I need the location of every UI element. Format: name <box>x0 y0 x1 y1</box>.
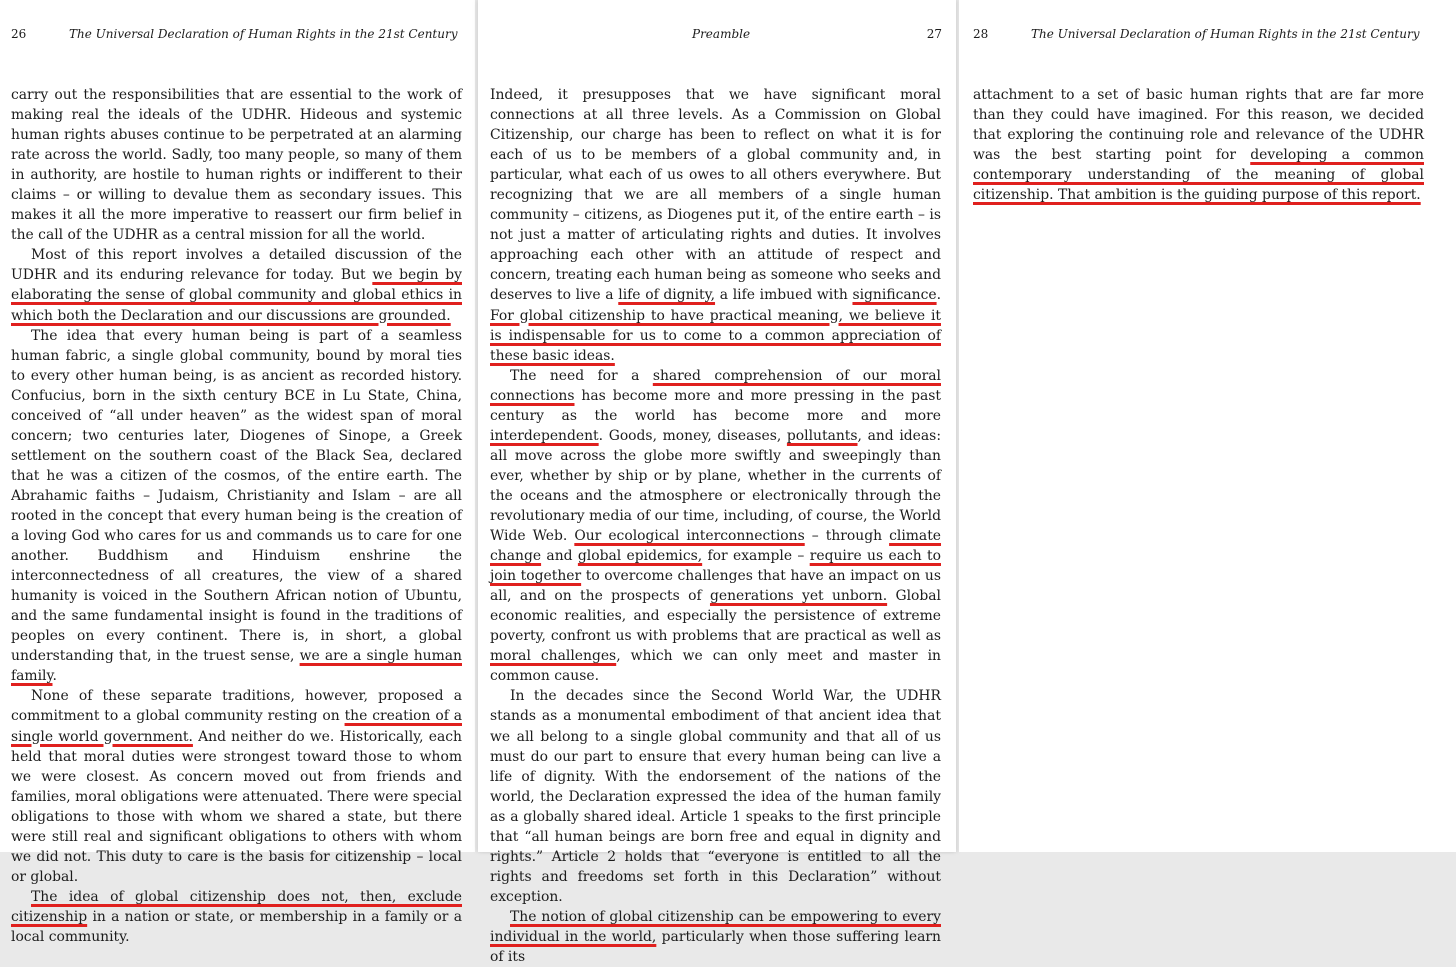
text-run: Most of this report involves a detailed discussion of the UDHR and its enduring relevance for today. But <box>11 247 462 284</box>
text-run: Global economic realities, and especially the persistence of extreme poverty, confront us with problems that are practical as well as <box>490 588 941 645</box>
paragraph <box>11 887 462 947</box>
highlighted-text: shared comprehension of our moral connections <box>490 367 941 404</box>
left-page <box>0 0 475 945</box>
highlighted-text: generations yet unborn. <box>709 588 888 605</box>
text-run: . Goods, money, diseases, <box>598 427 787 444</box>
text-run: has become more and more pressing in the past century as the world has become more and more <box>490 387 941 424</box>
text-run: In the decades since the Second World War, the UDHR stands as a monumental embodiment of that ancient idea that we all belong to a single global community and that all of us must do our part to ensure that every human being can live a life of dignity. With the endorsement of the nations of the world, the Declaration expressed the idea of the human family as a globally shared ideal. Article 1 speaks to the first principle that “all human beings are born free and equal in dignity and rights.” Article 2 holds that “everyone is entitled to all the rights and freedoms set forth in this Declaration” without exception. <box>490 688 941 905</box>
highlighted-text: significance <box>852 287 937 304</box>
paragraph <box>11 245 462 325</box>
text-run: to overcome challenges that have an impact on us all, and on the prospects of <box>490 568 941 605</box>
highlighted-text: interdependent <box>490 427 599 444</box>
highlighted-text: global epidemics, <box>577 548 703 565</box>
running-head: Preamble <box>692 27 751 41</box>
paragraph <box>490 366 941 687</box>
text-run: . <box>936 287 942 304</box>
page-body <box>973 85 1424 205</box>
text-run: a life imbued with <box>715 287 853 304</box>
text-run: for example – <box>702 548 810 565</box>
paragraph <box>973 85 1424 205</box>
text-run: None of these separate traditions, however, proposed a commitment to a global community resting on <box>11 688 462 725</box>
paragraph <box>490 907 941 967</box>
paragraph <box>11 686 462 886</box>
text-run: . <box>52 668 57 685</box>
paragraph <box>11 326 462 687</box>
text-run: in a nation or state, or membership in a family or a local community. <box>11 908 462 945</box>
text-run: carry out the responsibilities that are essential to the work of making real the ideals of the UDHR. Hideous and systemic human rights abuses continue to be perpetrated at an alarming rate across the world. Sadly, too many people, so many of them in authority, are hostile to human rights or indifferent to their claims – or willing to devalue them as secondary issues. This makes it all the more imperative to reassert our firm belief in the call of the UDHR as a central mission for all the world. <box>11 87 462 244</box>
text-run: Indeed, it presupposes that we have significant moral connections at all three levels. As a Commission on Global Citizenship, our charge has been to reflect on what it is for each of us to be members of a global community and, in particular, what each of us owes to all others everywhere. But recognizing that we are all members of a single human community – citizens, as Diogenes put it, of the entire earth – is not just a matter of articulating rights and duties. It involves approaching each other with an attitude of respect and concern, treating each human being as someone who seeks and deserves to live a <box>490 87 941 304</box>
paragraph <box>11 85 462 245</box>
page-number: 26 <box>11 27 27 41</box>
page-body <box>11 85 462 947</box>
text-run: and <box>541 548 578 565</box>
text-run: And neither do we. Historically, each held that moral duties were strongest toward those to whom we were closest. As concern moved out from friends and families, moral obligations were attenuated. There were special obligations to those with whom we shared a state, but there were still real and significant obligations to others with whom we did not. This duty to care is the basis for citizenship – local or global. <box>11 728 462 885</box>
page-header <box>973 27 1433 43</box>
middle-page <box>478 0 956 966</box>
page-body <box>490 85 941 967</box>
text-run: The idea that every human being is part of a seamless human fabric, a single global community, bound by moral ties to every other human being, is as ancient as recorded history. Confucius, born in the sixth century BCE in Lu State, China, conceived of “all under heaven” as the widest span of moral concern; two centuries later, Diogenes of Sinope, a Greek settlement on the southern coast of the Black Sea, declared that he was a citizen of the cosmos, of the entire earth. The Abrahamic faiths – Judaism, Christianity and Islam – are all rooted in the concept that every human being is the creation of a loving God who cares for us and commands us to care for one another. Buddhism and Hinduism enshrine the interconnectedness of all creatures, the view of a shared humanity is voiced in the Southern African notion of Ubuntu, and the same fundamental insight is found in the traditions of peoples on every continent. There is, in short, a global understanding that, in the truest sense, <box>11 327 462 665</box>
highlighted-text: require us each to join together <box>490 548 941 585</box>
highlighted-text: climate change <box>490 528 942 565</box>
text-run: – through <box>804 528 890 545</box>
text-run: , and ideas: all move across the globe more swiftly and sweepingly than ever, whether by ship or by plane, whether in the currents of the oceans and the atmosphere or electronically through the revolutionary media of our time, including, of course, the World Wide Web. <box>490 427 941 545</box>
highlighted-text: For global citizenship to have practical meaning, we believe it is indispensable for us to come to a common appreciation of these basic ideas. <box>490 307 941 364</box>
text-run: attachment to a set of basic human rights that are far more than they could have imagined. For this reason, we decided that exploring the continuing role and relevance of the UDHR was the best starting point for <box>973 87 1424 164</box>
text-run: The need for a <box>510 367 653 384</box>
highlighted-text: life of dignity, <box>618 287 716 304</box>
page-number: 27 <box>926 27 942 41</box>
highlighted-text: we begin by elaborating the sense of global community and global ethics in which both the Declaration and our discussions are grounded. <box>11 267 462 324</box>
text-run: , which we can only meet and master in common cause. <box>490 648 942 685</box>
highlighted-text: the creation of a single world government. <box>11 708 462 745</box>
highlighted-text: developing a common contemporary understanding of the meaning of global citizenship. That ambition is the guiding purpose of this report. <box>973 147 1424 204</box>
right-page <box>959 0 1456 852</box>
running-head: The Universal Declaration of Human Rights in the 21st Century <box>1031 27 1420 41</box>
page-number: 28 <box>973 27 989 41</box>
text-run: particularly when those suffering learn of its <box>490 928 942 966</box>
paragraph <box>490 85 941 366</box>
highlighted-text: The notion of global citizenship can be empowering to every individual in the world, <box>490 908 941 945</box>
highlighted-text: moral challenges <box>490 648 617 665</box>
paragraph <box>490 686 941 907</box>
page-header <box>11 27 458 43</box>
highlighted-text: Our ecological interconnections <box>574 528 805 545</box>
running-head: The Universal Declaration of Human Rights in the 21st Century <box>69 27 458 41</box>
page-header <box>490 27 942 43</box>
highlighted-text: pollutants <box>786 427 858 444</box>
highlighted-text: we are a single human family <box>11 648 462 685</box>
highlighted-text: The idea of global citizenship does not, then, exclude citizenship <box>11 888 462 925</box>
